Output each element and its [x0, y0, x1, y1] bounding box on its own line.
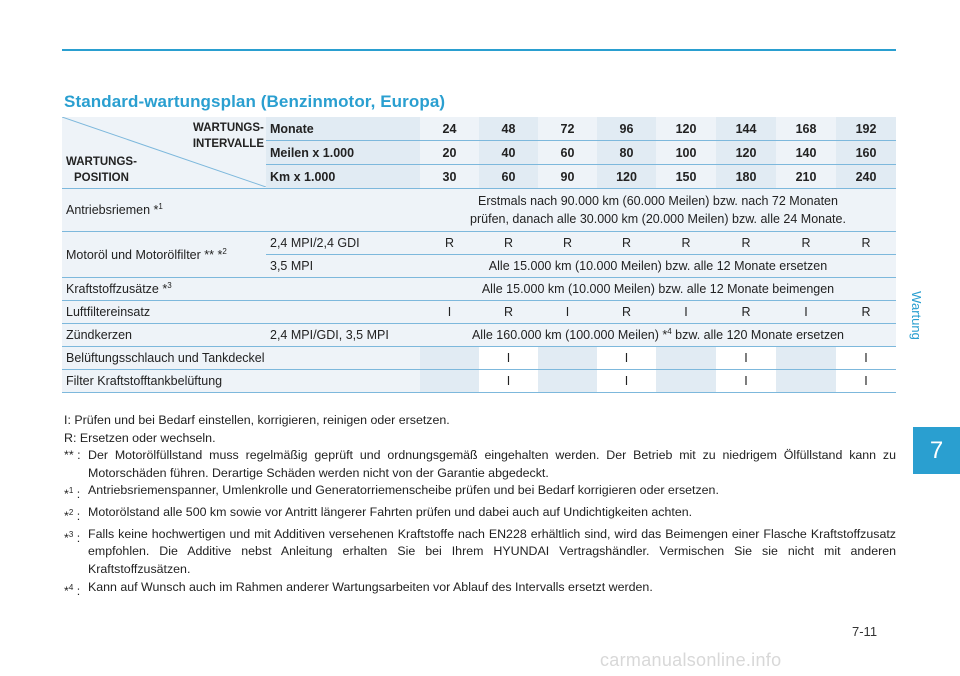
maintenance-table [62, 117, 896, 393]
note-3: *$^3$ : Falls keine hochwertigen und mit Additiven versehenen Kraftstoffe nach EN228 erhältlich sind, wird das Beimengen einer Flasche Kraftstoffzusatz empfohlen. Die Additive nebst Anleitung erhalten Sie bei Ihrem HYUNDAI Vertragshändler. Vermischen Sie sie nicht mit anderen Kraftstoffzusätzen. [64, 526, 896, 576]
note-i: I: Prüfen und bei Bedarf einstellen, korrigieren, reinigen oder ersetzen. [64, 413, 450, 427]
table-row-luftfilter: Luftfiltereinsatz I R I R I R I R [62, 301, 896, 324]
item-interval-text: Alle 15.000 km (10.000 Meilen) bzw. alle 12 Monate beimengen [420, 278, 896, 301]
item-name: Belüftungsschlauch und Tankdeckel [62, 347, 420, 370]
header-row-km: Km x 1.000 30 60 90 120 150 180 210 240 [62, 165, 896, 189]
table-row-zuendkerzen [62, 324, 896, 347]
watermark: carmanualsonline.info [600, 650, 782, 670]
header-label: Meilen x 1.000 [266, 141, 420, 165]
item-name: Zündkerzen [62, 324, 266, 347]
item-name: Luftfiltereinsatz [62, 301, 420, 324]
table-row-belueftungsschlauch: Belüftungsschlauch und Tankdeckel I I I I [62, 347, 896, 370]
note-r: R: Ersetzen oder wechseln. [64, 430, 216, 445]
note-2: *$^2$ : Motorölstand alle 500 km sowie vor Antritt längerer Fahrten prüfen und dabei auch auf Undichtigkeiten achten. [64, 505, 693, 524]
chapter-number-badge: 7 [913, 427, 960, 474]
footnotes [64, 412, 896, 600]
note-double-star: ** : Der Motorölfüllstand muss regelmäßig geprüft und ordnungsgemäß eingehalten werden. Der Betrieb mit zu niedrigem Ölfüllstand kann zu Motorschäden führen. Derartige Schäden werden nicht von der Garantie abgedeckt. [64, 448, 896, 480]
item-name: Filter Kraftstofftankbelüftung [62, 370, 420, 393]
item-variant: 2,4 MPI/GDI, 3,5 MPI [266, 324, 420, 347]
page-title: Standard-wartungsplan (Benzinmotor, Europa) [64, 92, 446, 111]
header-row-miles: Meilen x 1.000 20 40 60 80 100 120 140 160 [62, 141, 896, 165]
table-row-kraftstoffzusaetze [62, 278, 896, 301]
item-name: Antriebsriemen *$^1$ [62, 189, 420, 232]
header-row-months: WARTUNGS- INTERVALLE WARTUNGS- POSITION Monate 24 48 72 96 120 144 168 192 [62, 117, 896, 141]
header-label: Km x 1.000 [266, 165, 420, 189]
item-interval-text: Alle 15.000 km (10.000 Meilen) bzw. alle 12 Monate ersetzen [420, 255, 896, 278]
top-rule [62, 49, 896, 51]
table-row-motoroel-a: Motoröl und Motorölfilter ** *$^2$ 2,4 MPI/2,4 GDI R R R R R R R R [62, 232, 896, 255]
item-variant: 3,5 MPI [266, 255, 420, 278]
table-row-filter-tankbelueftung: Filter Kraftstofftankbelüftung I I I I [62, 370, 896, 393]
item-variant: 2,4 MPI/2,4 GDI [266, 232, 420, 255]
item-name: Kraftstoffzusätze *$^3$ [62, 278, 420, 301]
item-interval-text: Alle 160.000 km (100.000 Meilen) *$^4$ bzw. alle 120 Monate ersetzen [420, 324, 896, 347]
note-1: *$^1$ : Antriebsriemenspanner, Umlenkrolle und Generatorriemenscheibe prüfen und bei Bedarf korrigieren oder ersetzen. [64, 483, 719, 502]
side-section-label: Wartung [908, 291, 924, 340]
table-corner-header: WARTUNGS- INTERVALLE WARTUNGS- POSITION [62, 117, 266, 189]
table-row-antriebsriemen [62, 189, 896, 232]
item-interval-text: Erstmals nach 90.000 km (60.000 Meilen) bzw. nach 72 Monaten prüfen, danach alle 30.000 km (20.000 Meilen) bzw. alle 24 Monate. [420, 189, 896, 232]
page-number: 7-11 [852, 624, 878, 639]
header-label: Monate [266, 117, 420, 141]
note-4: *$^4$ : Kann auf Wunsch auch im Rahmen anderer Wartungsarbeiten vor Ablauf des Intervalls ersetzt werden. [64, 579, 653, 598]
item-name: Motoröl und Motorölfilter ** *$^2$ [62, 232, 266, 278]
